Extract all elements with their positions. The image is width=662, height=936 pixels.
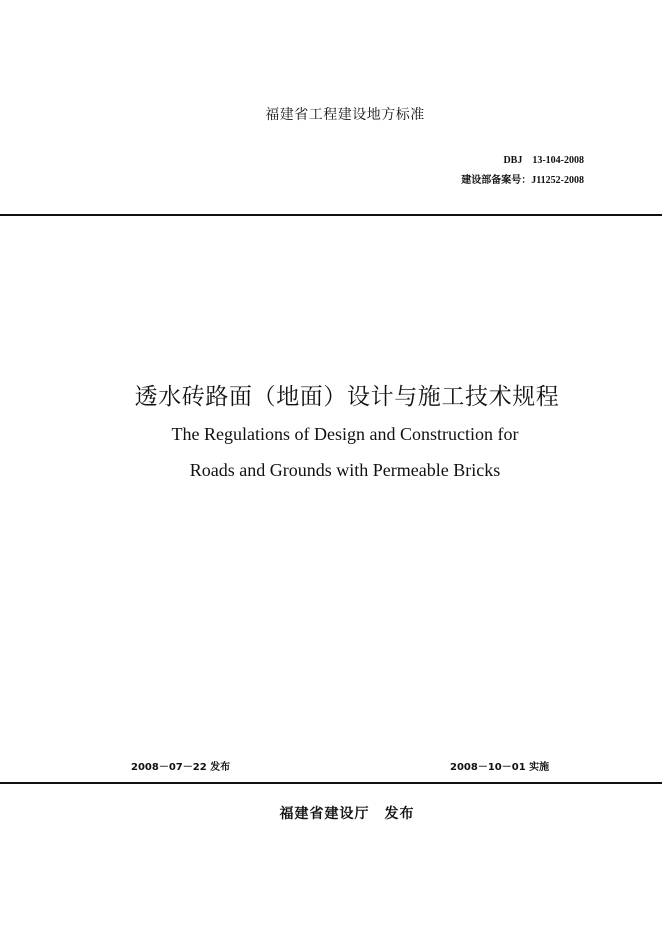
publisher: 福建省建设厅 发布 [279,806,415,822]
document-title-english-line2: Roads and Grounds with Permeable Bricks [189,460,501,480]
standard-code: DBJ 13-104-2008 [503,155,584,166]
document-title-chinese: 透水砖路面（地面）设计与施工技术规程 [134,384,560,410]
document-title-english-line1: The Regulations of Design and Construction for [171,424,519,444]
standard-code-block [461,151,584,191]
top-divider [0,214,662,216]
bottom-divider [0,782,662,784]
issue-date: 2008－07－22 发布 [131,762,231,773]
filing-number: 建设部备案号：J11252-2008 [461,175,584,186]
standard-series-title: 福建省工程建设地方标准 [265,107,425,123]
effective-date: 2008－10－01 实施 [450,762,550,773]
